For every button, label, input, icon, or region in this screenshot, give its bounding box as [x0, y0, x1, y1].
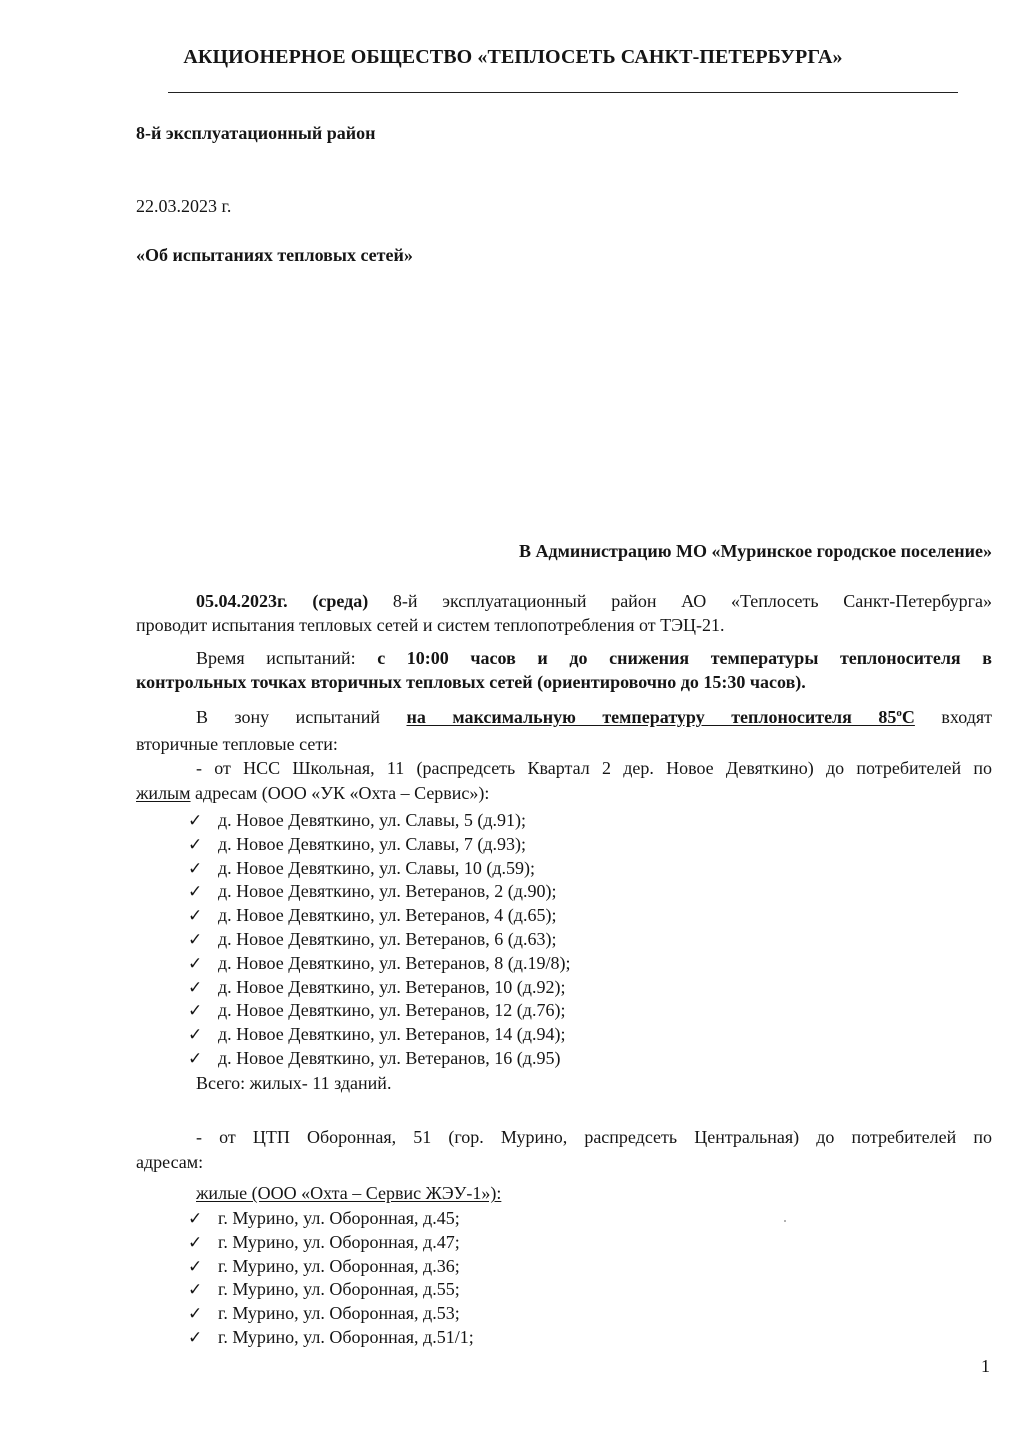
checkmark-icon: ✓ — [188, 1048, 203, 1069]
list-item: ✓ г. Мурино, ул. Оборонная, д.45; — [188, 1207, 474, 1231]
group2-address-list — [188, 1207, 474, 1350]
checkmark-icon: ✓ — [188, 1280, 203, 1301]
residential-word: жилым — [136, 783, 191, 803]
checkmark-icon: ✓ — [188, 1001, 203, 1022]
list-item: ✓ д. Новое Девяткино, ул. Славы, 10 (д.59); — [188, 857, 570, 881]
list-item: ✓ д. Новое Девяткино, ул. Ветеранов, 14 (д.94); — [188, 1023, 570, 1047]
organization-title: АКЦИОНЕРНОЕ ОБЩЕСТВО «ТЕПЛОСЕТЬ САНКТ-ПЕТЕРБУРГА» — [183, 46, 843, 68]
group2-line-2: адресам: — [136, 1152, 204, 1172]
list-item: ✓ д. Новое Девяткино, ул. Славы, 5 (д.91); — [188, 809, 570, 833]
list-item: ✓ д. Новое Девяткино, ул. Ветеранов, 12 (д.76); — [188, 999, 570, 1023]
intro-line-1-text: 8-й эксплуатационный район АО «Теплосеть Санкт-Петербурга» — [368, 591, 992, 611]
group1-total: Всего: жилых- 11 зданий. — [196, 1073, 392, 1093]
zone-prefix: В зону испытаний — [196, 707, 407, 727]
list-item: ✓ д. Новое Девяткино, ул. Ветеранов, 6 (д.63); — [188, 928, 570, 952]
zone-suffix: входят — [914, 707, 993, 727]
intro-line-2: проводит испытания тепловых сетей и систем теплопотребления от ТЭЦ-21. — [136, 615, 725, 635]
list-item: ✓ д. Новое Девяткино, ул. Славы, 7 (д.93); — [188, 833, 570, 857]
checkmark-icon: ✓ — [188, 811, 203, 831]
test-date: 05.04.2023г. (среда) — [196, 591, 369, 611]
time-label: Время испытаний: — [196, 648, 378, 668]
max-temperature: на максимальную температуру теплоносителя $85^оС$ — [406, 707, 915, 727]
checkmark-icon: ✓ — [188, 929, 203, 950]
header-divider — [168, 92, 958, 93]
checkmark-icon: ✓ — [188, 1304, 203, 1325]
group2-category: жилые (ООО «Охта – Сервис ЖЭУ-1»): — [196, 1183, 502, 1203]
time-bold-1: с 10:00 часов и до снижения температуры теплоносителя в — [377, 648, 992, 668]
checkmark-icon: ✓ — [188, 1256, 203, 1277]
zone-line-2: вторичные тепловые сети: — [136, 734, 338, 754]
list-item: ✓ д. Новое Девяткино, ул. Ветеранов, 2 (д.90); — [188, 880, 570, 904]
checkmark-icon: ✓ — [188, 834, 203, 855]
checkmark-icon: ✓ — [188, 1327, 203, 1348]
intro-line-1 — [136, 590, 992, 614]
checkmark-icon: ✓ — [188, 906, 203, 927]
checkmark-icon: ✓ — [188, 1209, 203, 1229]
page-number: 1 — [981, 1356, 990, 1376]
group1-line-1: - от НСС Школьная, 11 (распредсеть Квартал 2 дер. Новое Девяткино) до потребителей по — [196, 758, 992, 778]
group1-address-list — [188, 809, 570, 1071]
checkmark-icon: ✓ — [188, 1025, 203, 1046]
checkmark-icon: ✓ — [188, 953, 203, 974]
checkmark-icon: ✓ — [188, 1232, 203, 1253]
list-item: ✓ г. Мурино, ул. Оборонная, д.47; — [188, 1231, 474, 1255]
checkmark-icon: ✓ — [188, 858, 203, 879]
list-item: ✓ г. Мурино, ул. Оборонная, д.36; — [188, 1255, 474, 1279]
list-item: ✓ д. Новое Девяткино, ул. Ветеранов, 8 (д.19/8); — [188, 952, 570, 976]
checkmark-icon: ✓ — [188, 882, 203, 903]
scan-speck — [784, 1220, 786, 1222]
document-subject: «Об испытаниях тепловых сетей» — [136, 245, 413, 265]
list-item: ✓ д. Новое Девяткино, ул. Ветеранов, 10 (д.92); — [188, 976, 570, 1000]
time-line-2: контрольных точках вторичных тепловых сетей (ориентировочно до 15:30 часов). — [136, 672, 806, 692]
zone-line-1 — [136, 702, 992, 730]
group2-line-1: - от ЦТП Оборонная, 51 (гор. Мурино, распредсеть Центральная) до потребителей по — [196, 1127, 992, 1147]
checkmark-icon: ✓ — [188, 977, 203, 998]
list-item: ✓ д. Новое Девяткино, ул. Ветеранов, 16 (д.95) — [188, 1047, 570, 1071]
list-item: ✓ д. Новое Девяткино, ул. Ветеранов, 4 (д.65); — [188, 904, 570, 928]
district-name: 8-й эксплуатационный район — [136, 123, 376, 143]
list-item: ✓ г. Мурино, ул. Оборонная, д.55; — [188, 1278, 474, 1302]
list-item: ✓ г. Мурино, ул. Оборонная, д.51/1; — [188, 1326, 474, 1350]
list-item: ✓ г. Мурино, ул. Оборонная, д.53; — [188, 1302, 474, 1326]
group1-line-2: жилым адресам (ООО «УК «Охта – Сервис»): — [136, 783, 490, 803]
addressee: В Администрацию МО «Муринское городское поселение» — [519, 541, 992, 561]
document-date: 22.03.2023 г. — [136, 196, 232, 216]
time-line-1 — [136, 647, 992, 671]
